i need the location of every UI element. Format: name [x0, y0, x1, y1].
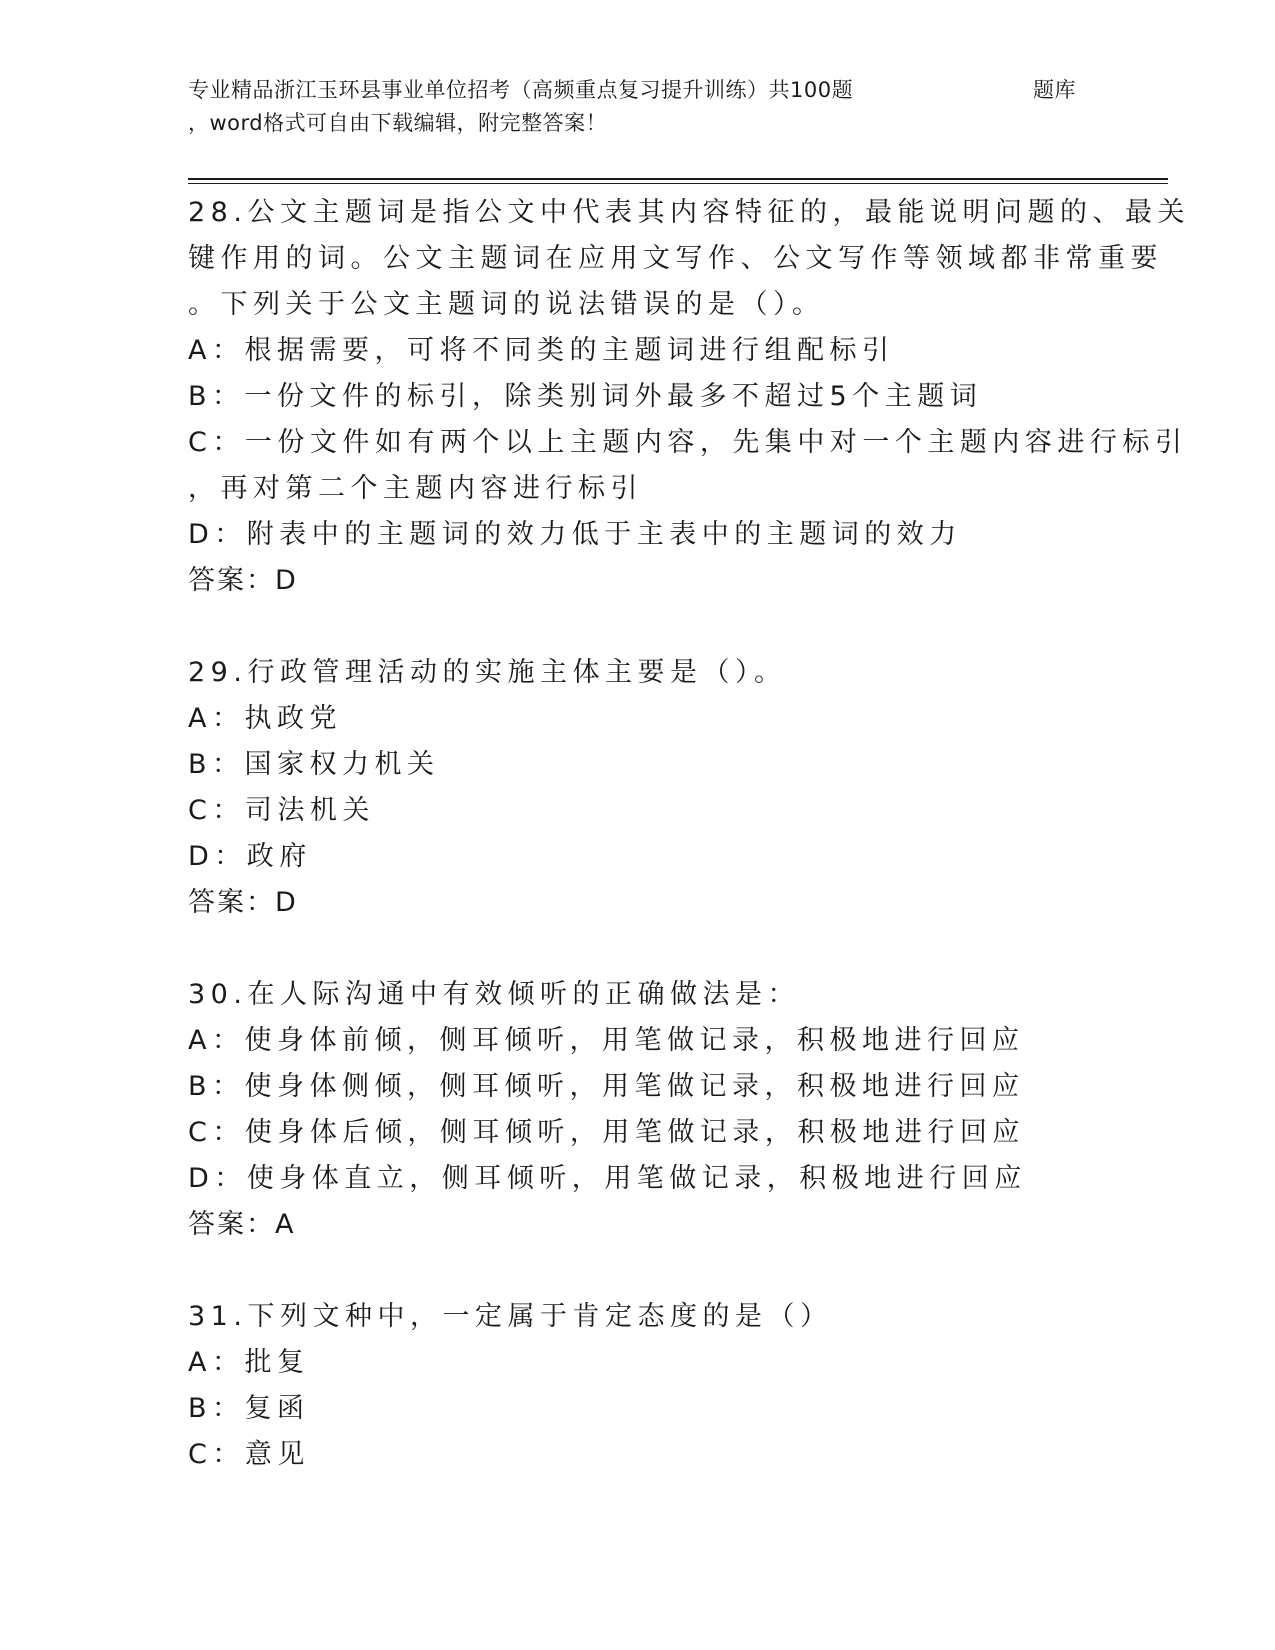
- option-a: A：执政党: [188, 703, 342, 734]
- question-29: [188, 650, 1088, 926]
- question-31: [188, 1294, 1088, 1478]
- header-divider-thin: [188, 183, 1168, 184]
- option-d: D：政府: [188, 841, 312, 872]
- option-d: D：附表中的主题词的效力低于主表中的主题词的效力: [188, 519, 962, 550]
- question-stem-line: 。下列关于公文主题词的说法错误的是（）。: [188, 289, 825, 320]
- option-b: B：国家权力机关: [188, 749, 440, 780]
- header-divider-thick: [188, 178, 1168, 180]
- option-c: C：司法机关: [188, 795, 375, 826]
- option-c-continued: ，再对第二个主题内容进行标引: [188, 473, 643, 504]
- option-c: C：一份文件如有两个以上主题内容，先集中对一个主题内容进行标引: [188, 427, 1188, 458]
- option-c: C：意见: [188, 1439, 310, 1470]
- question-28: [188, 190, 1190, 604]
- option-d: D：使身体直立，侧耳倾听，用笔做记录，积极地进行回应: [188, 1163, 1027, 1194]
- header-right-label: 题库: [1033, 78, 1076, 102]
- question-list: [188, 190, 1190, 1524]
- option-a: A：根据需要，可将不同类的主题词进行组配标引: [188, 335, 895, 366]
- option-b: B：复函: [188, 1393, 310, 1424]
- option-c: C：使身体后倾，侧耳倾听，用笔做记录，积极地进行回应: [188, 1117, 1025, 1148]
- question-stem-line: 30.在人际沟通中有效倾听的正确做法是：: [188, 979, 800, 1010]
- answer-text: 答案：D: [188, 565, 298, 596]
- option-b: B：一份文件的标引，除类别词外最多不超过5个主题词: [188, 381, 983, 412]
- page-header: [188, 74, 1168, 140]
- question-stem-line: 键作用的词。公文主题词在应用文写作、公文写作等领域都非常重要: [188, 243, 1163, 274]
- answer-text: 答案：A: [188, 1209, 296, 1240]
- question-stem-line: 31.下列文种中，一定属于肯定态度的是（）: [188, 1301, 833, 1332]
- option-a: A：批复: [188, 1347, 310, 1378]
- option-b: B：使身体侧倾，侧耳倾听，用笔做记录，积极地进行回应: [188, 1071, 1025, 1102]
- header-line-2: ，word格式可自由下载编辑，附完整答案！: [188, 111, 608, 135]
- header-title: 专业精品浙江玉环县事业单位招考（高频重点复习提升训练）共100题: [188, 78, 854, 102]
- question-30: [188, 972, 1088, 1248]
- option-a: A：使身体前倾，侧耳倾听，用笔做记录，积极地进行回应: [188, 1025, 1025, 1056]
- question-stem-line: 28.公文主题词是指公文中代表其内容特征的，最能说明问题的、最关: [188, 197, 1190, 228]
- question-stem-line: 29.行政管理活动的实施主体主要是（）。: [188, 657, 787, 688]
- answer-text: 答案：D: [188, 887, 298, 918]
- header-line-1: [188, 74, 1168, 107]
